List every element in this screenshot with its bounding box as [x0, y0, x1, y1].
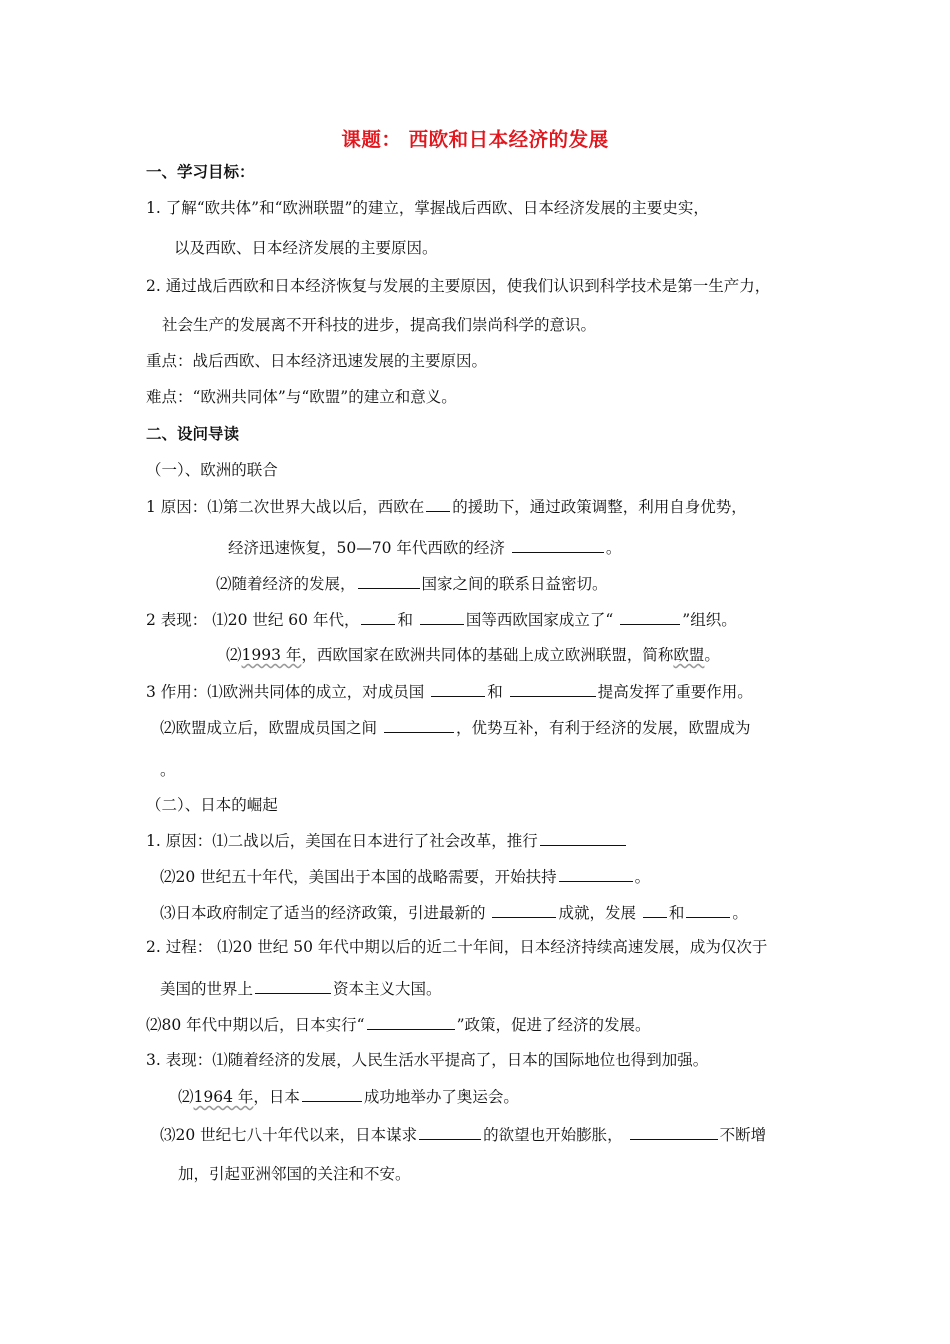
fill-blank[interactable] — [419, 1124, 481, 1140]
text-segment: 和 — [487, 683, 503, 701]
fill-blank[interactable] — [620, 609, 680, 625]
text-segment: 提高发挥了重要作用。 — [597, 683, 753, 701]
performance-line-1 — [146, 609, 737, 630]
objective-2-line-1: 2. 通过战后西欧和日本经济恢复与发展的主要原因，使我们认识到科学技术是第一生产力， — [146, 277, 771, 295]
fill-blank[interactable] — [686, 902, 730, 918]
fill-blank[interactable] — [426, 496, 450, 512]
japan-performance-line-2 — [178, 1086, 519, 1107]
japan-process-line-2 — [160, 978, 442, 999]
year-1964: 1964 年 — [193, 1088, 254, 1106]
japan-performance-line-3 — [160, 1124, 766, 1145]
text-segment: 。 — [732, 904, 748, 922]
text-segment: ，日本 — [253, 1088, 300, 1106]
japan-performance-line-4: 加，引起亚洲邻国的关注和不安。 — [178, 1165, 411, 1183]
fill-blank[interactable] — [492, 902, 556, 918]
japan-process-line-1: 2. 过程： ⑴20 世纪 50 年代中期以后的近二十年间，日本经济持续高速发展，成为仅次于 — [146, 938, 768, 956]
text-segment: 成就，发展 — [558, 904, 636, 922]
text-segment: ”政策，促进了经济的发展。 — [456, 1016, 651, 1034]
text-segment: 经济迅速恢复，50—70 年代西欧的经济 — [228, 539, 505, 557]
fill-blank[interactable] — [361, 609, 395, 625]
part-heading-europe: （一）、欧洲的联合 — [146, 461, 278, 479]
text-segment: 。 — [634, 868, 651, 886]
reason-line-1 — [146, 496, 747, 517]
fill-blank[interactable] — [510, 681, 596, 697]
objective-2-line-2: 社会生产的发展离不开科技的进步，提高我们崇尚科学的意识。 — [162, 316, 597, 334]
fill-blank[interactable] — [358, 573, 420, 589]
text-segment: 。 — [704, 646, 720, 664]
effect-line-3: 。 — [160, 761, 176, 779]
text-segment: ⑵随着经济的发展， — [216, 575, 356, 593]
fill-blank[interactable] — [431, 681, 485, 697]
text-segment: 成功地举办了奥运会。 — [363, 1088, 519, 1106]
text-segment: ”组织。 — [682, 611, 737, 629]
eu-abbreviation: 欧盟 — [673, 646, 705, 664]
page-title: 课题： 西欧和日本经济的发展 — [341, 128, 609, 151]
part-heading-japan: （二）、日本的崛起 — [146, 796, 278, 814]
fill-blank[interactable] — [559, 866, 633, 882]
text-segment: ⑵ — [178, 1088, 194, 1106]
text-segment: 2 表现： ⑴20 世纪 60 年代， — [146, 611, 360, 629]
fill-blank[interactable] — [302, 1086, 362, 1102]
text-segment: 的援助下，通过政策调整，利用自身优势， — [452, 498, 747, 516]
text-segment: 1. 原因：⑴二战以后，美国在日本进行了社会改革，推行 — [146, 832, 538, 850]
text-segment: ⑵20 世纪五十年代，美国出于本国的战略需要，开始扶持 — [160, 868, 557, 886]
text-segment: 1 原因：⑴第二次世界大战以后，西欧在 — [146, 498, 425, 516]
fill-blank[interactable] — [512, 537, 604, 553]
reason-line-3 — [216, 573, 608, 594]
text-segment: 的欲望也开始膨胀， — [483, 1126, 623, 1144]
fill-blank[interactable] — [367, 1014, 455, 1030]
fill-blank[interactable] — [540, 830, 626, 846]
effect-line-2 — [160, 717, 750, 738]
key-point: 重点：战后西欧、日本经济迅速发展的主要原因。 — [146, 352, 488, 370]
text-segment: 国等西欧国家成立了“ — [465, 611, 614, 629]
text-segment: ⑵ — [226, 646, 242, 664]
text-segment: ⑵80 年代中期以后，日本实行“ — [146, 1016, 365, 1034]
text-segment: ⑶20 世纪七八十年代以来，日本谋求 — [160, 1126, 418, 1144]
japan-process-line-3 — [146, 1014, 651, 1035]
japan-reason-line-2 — [160, 866, 650, 887]
japan-reason-line-1 — [146, 830, 628, 851]
fill-blank[interactable] — [255, 978, 331, 994]
text-segment: 和 — [668, 904, 685, 922]
performance-line-2 — [226, 645, 720, 665]
objective-1-line-2: 以及西欧、日本经济发展的主要原因。 — [174, 239, 438, 257]
text-segment: 3 作用：⑴欧洲共同体的成立，对成员国 — [146, 683, 425, 701]
text-segment: ，优势互补，有利于经济的发展，欧盟成为 — [455, 719, 751, 737]
year-1993: 1993 年 — [241, 646, 302, 664]
text-segment: 国家之间的联系日益密切。 — [421, 575, 608, 593]
fill-blank[interactable] — [384, 717, 454, 733]
text-segment: 美国的世界上 — [160, 980, 254, 998]
section-heading-guide: 二、设问导读 — [146, 424, 240, 443]
fill-blank[interactable] — [630, 1124, 718, 1140]
text-segment: ，西欧国家在欧洲共同体的基础上成立欧洲联盟，简称 — [301, 646, 674, 664]
fill-blank[interactable] — [420, 609, 464, 625]
text-segment: 和 — [397, 611, 413, 629]
text-segment: ⑵欧盟成立后，欧盟成员国之间 — [160, 719, 378, 737]
text-segment: 不断增 — [719, 1126, 767, 1144]
objective-1-line-1: 1. 了解“欧共体”和“欧洲联盟”的建立，掌握战后西欧、日本经济发展的主要史实， — [146, 199, 709, 217]
reason-line-2 — [228, 537, 621, 558]
fill-blank[interactable] — [643, 902, 667, 918]
japan-reason-line-3 — [160, 902, 748, 923]
text-segment: 。 — [605, 539, 622, 557]
japan-performance-line-1: 3. 表现：⑴随着经济的发展，人民生活水平提高了，日本的国际地位也得到加强。 — [146, 1051, 709, 1069]
text-segment: ⑶日本政府制定了适当的经济政策，引进最新的 — [160, 904, 486, 922]
section-heading-objectives: 一、学习目标： — [146, 162, 255, 181]
text-segment: 资本主义大国。 — [333, 980, 442, 998]
difficult-point: 难点：“欧洲共同体”与“欧盟”的建立和意义。 — [146, 388, 457, 406]
effect-line-1 — [146, 681, 753, 702]
